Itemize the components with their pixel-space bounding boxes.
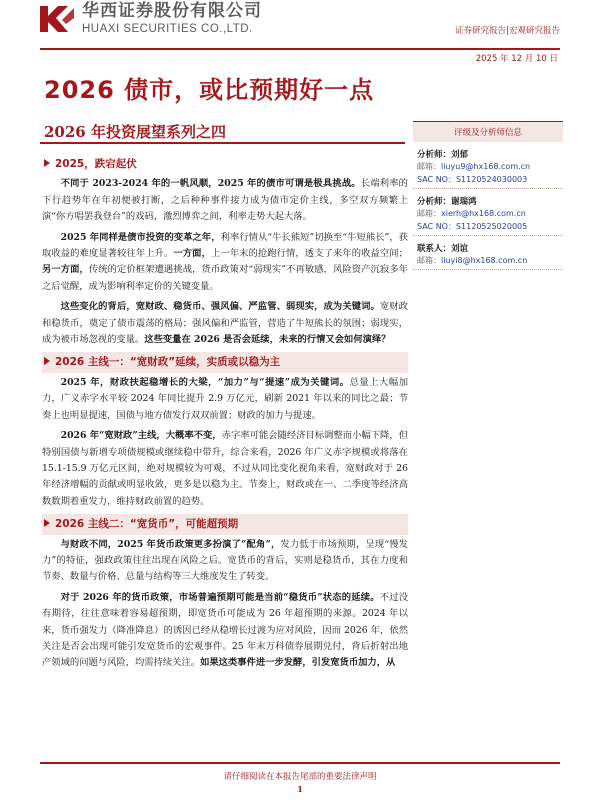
contact-name: 联系人：刘谊 [417,244,469,254]
triangle-bullet-icon [44,357,50,365]
page-number: 1 [297,784,303,794]
analyst-sac-number: SAC NO：S1120524030003 [417,175,528,184]
subtitle-divider [40,142,405,144]
analyst-sidebar [413,121,563,270]
sidebar-heading: 评级及分析师信息 [413,121,563,142]
paragraph: 2025 年，财政扶起稳增长的大梁，“加力”与“提速”成为关键词。总量上大幅加力，广义赤字水平较 2024 年同比提升 2.9 万亿元，刷新 2021 年以来的同比之最；节奏上也明显提速，国债与地方债发行双双前置；财政的加力与提速。 [42,376,408,421]
company-name-cn: 华西证券股份有限公司 [82,0,262,21]
legal-disclaimer: 请仔细阅读在本报告尾部的重要法律声明 [223,772,377,782]
report-body [42,152,408,676]
analyst-name: 分析师：刘郁 [417,150,469,160]
company-name-en: HUAXI SECURITIES CO.,LTD. [82,22,253,35]
email-label: 邮箱： [417,209,441,218]
paragraph: 2025 年同样是债市投资的变革之年，利率行情从“牛长熊短”切换至“牛短熊长”，获取收益的难度显著较往年上升。一方面，上一年末的抢跑行情，透支了来年的收益空间；另一方面，传统的定价框架遭遇挑战，货币政策对“弱现实”不再敏感，风险资产沉寂多年之后觉醒，成为影响利率定价的关键变量。 [42,231,408,292]
paragraph: 2026 年“宽财政”主线，大概率不变，赤字率可能会随经济目标调整而小幅下降，但特别国债与新增专项债规模或继续稳中带升，综合来看，2026 年广义赤字规模或将落在 15.1-15.9 万亿元区间，绝对规模较为可观，不过从同比变化视角来看，宽财政对于 26 年经济增幅的贡献或明显收敛，更多是以稳为主。节奏上，财政或在一、二季度等经济高数数期着重发力，维持财政前置的趋势。 [42,430,408,507]
contact-card [413,236,563,270]
analyst-email-link[interactable]: liuyu9@hx168.com.cn [441,162,531,171]
section-heading: 2026 主线一：“宽财政”延续，实质或以稳为主 [42,352,408,372]
triangle-bullet-icon [44,159,50,167]
paragraph: 不同于 2023-2024 年的一帆风顺，2025 年的债市可谓是极具挑战。长端利率的下行趋势年在年初便被打断，之后种种事件接力成为债市定价主线，多空双方频繁上演“你方唱罢我登台”的戏码，激烈博弈之间，利率走势大起大落。 [42,178,408,223]
analyst-card [413,189,563,236]
company-logo [38,2,262,36]
analyst-card [413,142,563,189]
huaxi-logo-icon [38,2,76,36]
section-heading: 2025，跌宕起伏 [42,154,408,174]
paragraph: 与财政不同，2025 年货币政策更多扮演了“配角”，发力低于市场预期，呈现“慢发力”的特征，强政政策往往出现在风险之后。宽货币的背后，实则是稳货币，其在力度和节奏、数量与价格、总量与结构等三大维度发生了转变。 [42,538,408,583]
section-heading: 2026 主线二：“宽货币”，可能超预期 [42,514,408,534]
triangle-bullet-icon [44,519,50,527]
report-title: 2026 债市，或比预期好一点 [44,76,375,104]
analyst-email-link[interactable]: xierh@hx168.com.cn [441,209,526,218]
header-divider [40,48,560,50]
email-label: 邮箱： [417,256,441,265]
paragraph: 这些变化的背后，宽财政、稳货币、强风偏、严监管、弱现实，成为关键词。宽财政和稳货币，奠定了债市震荡的格局；强风偏和严监管，营造了牛短熊长的氛围；弱现实，成为被市场忽视的变量。这些变量在 2026 是否会延续，未来的行情又会如何演绎？ [42,301,408,346]
report-date: 2025 年 12 月 10 日 [475,54,558,64]
footer-divider [40,762,560,764]
contact-email-link[interactable]: liuyi8@hx168.com.cn [441,256,528,265]
paragraph: 对于 2026 年的货币政策，市场普遍预期可能是当前“稳货币”状态的延续。不过没有期待，往往意味着容易超预期，即宽货币可能成为 26 年超预期的来源。2024 年以来，货币强发力（降准降息）的诱因已经从稳增长过渡为应对风险，因而 2026 年，依然关注是否会出现可能引发宽货币的宏观事件。25 年末万科债券展期兑付，背后折射出地产领域的问题与风险，均需持续关注。如果这类事件进一步发酵，引发宽货币加力，从 [42,591,408,669]
email-label: 邮箱： [417,162,441,171]
analyst-sac-number: SAC NO：S1120525020005 [417,222,528,231]
report-type-tags: 证券研究报告|宏观研究报告 [455,26,560,36]
analyst-name: 分析师：谢瑞鸿 [417,197,477,207]
report-subtitle: 2026 年投资展望系列之四 [44,123,226,141]
